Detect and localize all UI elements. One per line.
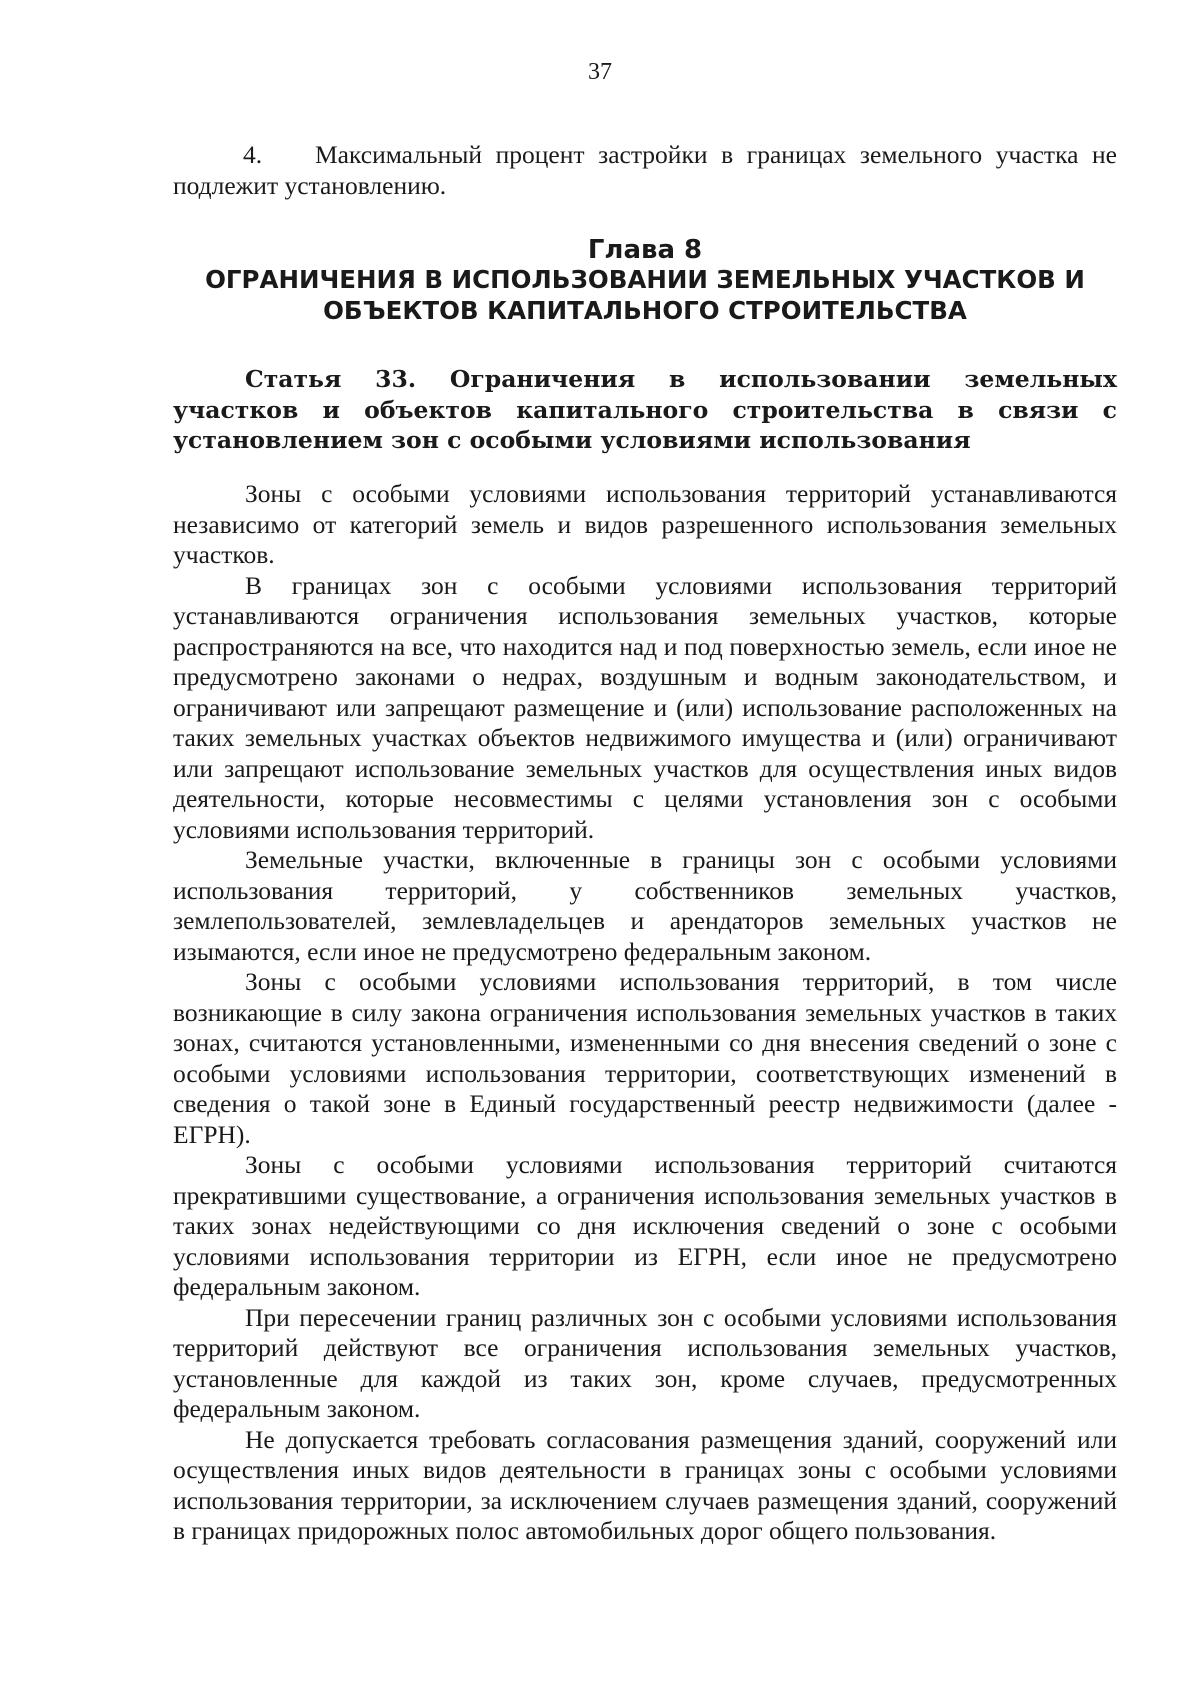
chapter-heading	[173, 235, 1117, 326]
article-heading: Статья 33. Ограничения в использовании земельных участков и объектов капитального строительства в связи с установлением зон с особыми условиями использования	[173, 365, 1117, 454]
item-text: Максимальный процент застройки в границах земельного участка не подлежит установлению.	[173, 140, 1117, 200]
page-number: 37	[588, 59, 612, 85]
chapter-name: ОГРАНИЧЕНИЯ В ИСПОЛЬЗОВАНИИ ЗЕМЕЛЬНЫХ УЧАСТКОВ И ОБЪЕКТОВ КАПИТАЛЬНОГО СТРОИТЕЛЬСТВА	[205, 265, 1085, 325]
paragraph: Зоны с особыми условиями использования территорий устанавливаются независимо от категорий земель и видов разрешенного использования земельных участков.	[173, 479, 1117, 569]
paragraph: Зоны с особыми условиями использования территорий считаются прекратившими существование, а ограничения использования земельных участков в таких зонах недействующими со дня исключения сведений о зоне с особыми условиями использования территории из ЕГРН, если иное не предусмотрено федеральным законом.	[173, 1150, 1117, 1301]
paragraph: Не допускается требовать согласования размещения зданий, сооружений или осуществления иных видов деятельности в границах зоны с особыми условиями использования территории, за исключением случаев размещения зданий, сооружений в границах придорожных полос автомобильных дорог общего пользования.	[173, 1424, 1117, 1545]
item-number: 4.	[243, 140, 263, 169]
item-4	[173, 140, 1117, 201]
paragraph: В границах зон с особыми условиями использования территорий устанавливаются ограничения использования земельных участков, которые распространяются на все, что находится над и под поверхностью земель, если иное не предусмотрено законами о недрах, воздушным и водным законодательством, и ограничивают или запрещают размещение и (или) использование расположенных на таких земельных участках объектов недвижимого имущества и (или) ограничивают или запрещают использование земельных участков для осуществления иных видов деятельности, которые несовместимы с целями установления зон с особыми условиями использования территорий.	[173, 570, 1117, 844]
paragraph: При пересечении границ различных зон с особыми условиями использования территорий действуют все ограничения использования земельных участков, установленные для каждой из таких зон, кроме случаев, предусмотренных федеральным законом.	[173, 1302, 1117, 1423]
page-content	[173, 140, 1117, 1547]
chapter-title: Глава 8	[587, 235, 703, 265]
paragraph: Земельные участки, включенные в границы зон с особыми условиями использования территорий, у собственников земельных участков, землепользователей, землевладельцев и арендаторов земельных участков не изымаются, если иное не предусмотрено федеральным законом.	[173, 845, 1117, 966]
paragraph: Зоны с особыми условиями использования территорий, в том числе возникающие в силу закона ограничения использования земельных участков в таких зонах, считаются установленными, измененными со дня внесения сведений о зоне с особыми условиями использования территории, соответствующих изменений в сведения о такой зоне в Единый государственный реестр недвижимости (далее - ЕГРН).	[173, 967, 1117, 1149]
